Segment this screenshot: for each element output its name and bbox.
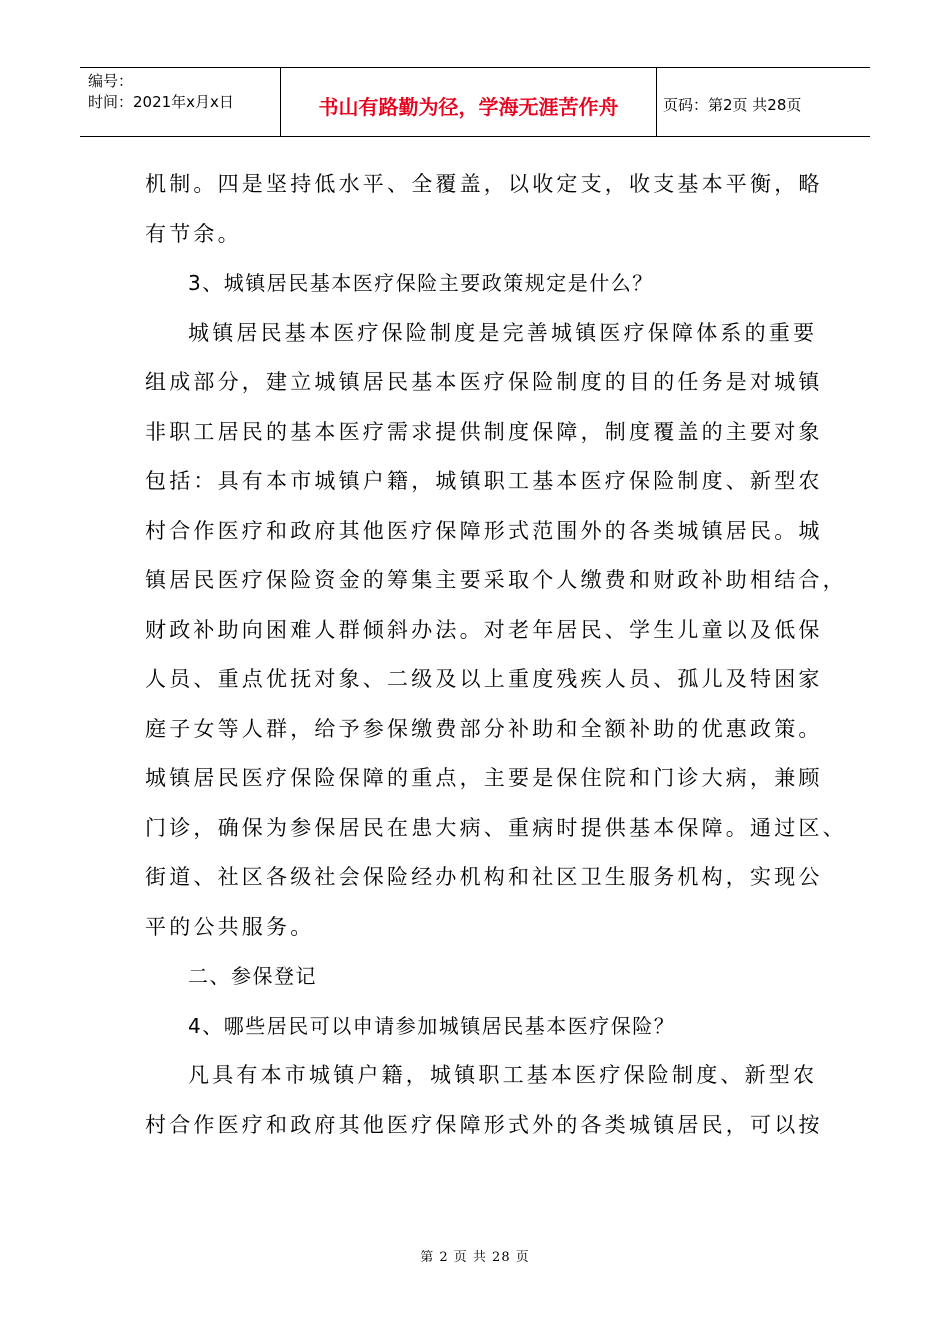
section-question-3: 3、城镇居民基本医疗保险主要政策规定是什么？ bbox=[188, 271, 654, 295]
section-heading-2: 二、参保登记 bbox=[188, 964, 317, 988]
body-line: 凡具有本市城镇户籍，城镇职工基本医疗保险制度、新型农 bbox=[188, 1063, 818, 1087]
body-line: 有节余。 bbox=[145, 221, 242, 246]
body-line: 街道、社区各级社会保险经办机构和社区卫生服务机构，实现公 bbox=[145, 865, 823, 889]
body-line: 城镇居民基本医疗保险制度是完善城镇医疗保障体系的重要 bbox=[188, 320, 818, 345]
header-meta bbox=[80, 68, 281, 136]
header-page-info: 页码：第2页 共28页 bbox=[663, 95, 802, 114]
document-header bbox=[80, 67, 870, 137]
body-line: 人员、重点优抚对象、二级及以上重度残疾人员、孤儿及特困家 bbox=[145, 667, 823, 691]
body-line: 村合作医疗和政府其他医疗保障形式外的各类城镇居民，可以按 bbox=[145, 1112, 823, 1137]
body-line: 村合作医疗和政府其他医疗保障形式范围外的各类城镇居民。城 bbox=[145, 518, 823, 543]
body-line: 城镇居民医疗保险保障的重点，主要是保住院和门诊大病，兼顾 bbox=[145, 766, 823, 790]
doc-number-label: 编号： bbox=[88, 72, 134, 90]
body-line: 组成部分，建立城镇居民基本医疗保险制度的目的任务是对城镇 bbox=[145, 370, 823, 394]
body-line: 庭子女等人群，给予参保缴费部分补助和全额补助的优惠政策。 bbox=[145, 716, 823, 741]
body-line: 门诊，确保为参保居民在患大病、重病时提供基本保障。通过区、 bbox=[145, 815, 847, 840]
page-footer: 第 2 页 共 28 页 bbox=[420, 1250, 530, 1265]
document-body bbox=[145, 160, 847, 1150]
header-motto: 书山有路勤为径，学海无涯苦作舟 bbox=[281, 68, 657, 136]
doc-time-label: 时间：2021年x月x日 bbox=[88, 93, 234, 111]
body-line: 平的公共服务。 bbox=[145, 914, 315, 939]
section-question-4: 4、哪些居民可以申请参加城镇居民基本医疗保险？ bbox=[188, 1013, 676, 1038]
body-line: 镇居民医疗保险资金的筹集主要采取个人缴费和财政补助相结合， bbox=[145, 568, 847, 592]
body-line: 机制。四是坚持低水平、全覆盖，以收定支，收支基本平衡，略 bbox=[145, 172, 823, 196]
body-line: 非职工居民的基本医疗需求提供制度保障，制度覆盖的主要对象 bbox=[145, 419, 823, 444]
body-line: 包括：具有本市城镇户籍，城镇职工基本医疗保险制度、新型农 bbox=[145, 469, 823, 493]
body-line: 财政补助向困难人群倾斜办法。对老年居民、学生儿童以及低保 bbox=[145, 617, 823, 642]
